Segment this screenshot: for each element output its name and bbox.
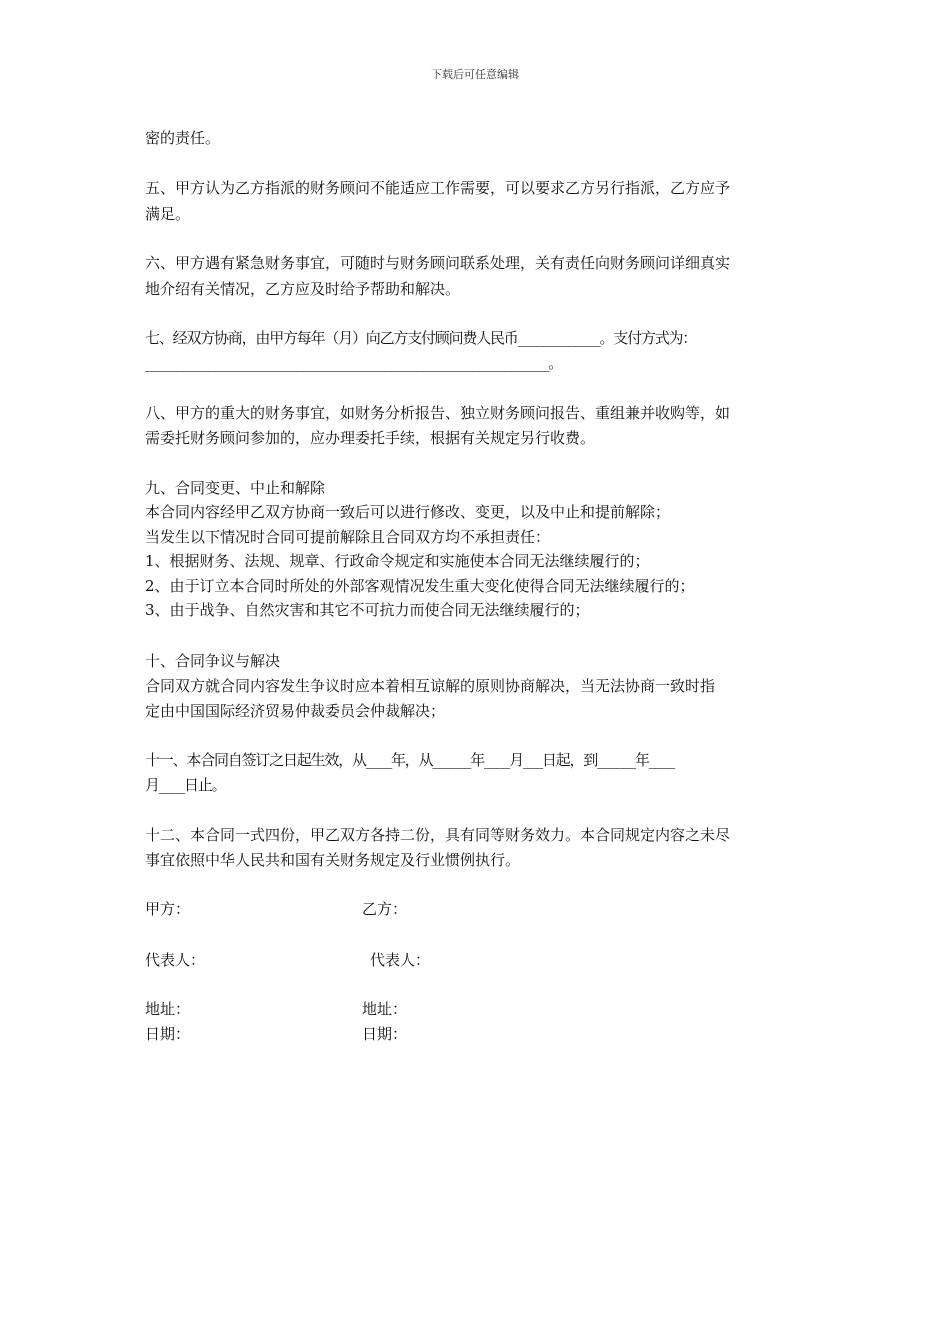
clause-6-line-1: 六、甲方遇有紧急财务事宜，可随时与财务顾问联系处理，关有责任向财务顾问详细真实	[145, 254, 731, 272]
date-a-label: 日期：	[145, 1025, 191, 1043]
rep-a-label: 代表人：	[145, 951, 206, 969]
clause-7-line-1: 七、经双方协商，由甲方每年（月）向乙方支付顾问费人民币_____________。支付方式为：	[145, 329, 697, 347]
clause-11-line-1: 十一、本合同自签订之日起生效，从____年，从______年____月___日起，到______年____	[145, 751, 674, 769]
clause-10-line-2: 定由中国国际经济贸易仲裁委员会仲裁解决；	[145, 702, 446, 720]
clause-5-line-1: 五、甲方认为乙方指派的财务顾问不能适应工作需要，可以要求乙方另行指派，乙方应予	[145, 179, 731, 197]
clause-12-line-2: 事宜依照中华人民共和国有关财务规定及行业惯例执行。	[145, 851, 521, 869]
clause-9-item-2: 2、由于订立本合同时所处的外部客观情况发生重大变化使得合同无法继续履行的；	[145, 577, 695, 595]
clause-9-item-3: 3、由于战争、自然灾害和其它不可抗力而使合同无法继续履行的；	[145, 601, 590, 619]
clause-9-heading: 九、合同变更、中止和解除	[145, 479, 326, 497]
clause-5-line-2: 满足。	[145, 205, 191, 223]
page-header: 下载后可任意编辑	[431, 68, 519, 81]
clause-8-line-2: 需委托财务顾问参加的，应办理委托手续，根据有关规定另行收费。	[145, 429, 596, 447]
party-b-label: 乙方：	[362, 900, 408, 918]
clause-9-item-1: 1、根据财务、法规、规章、行政命令规定和实施使本合同无法继续履行的；	[145, 552, 650, 570]
clause-9-paragraph: 当发生以下情况时合同可提前解除且合同双方均不承担责任：	[145, 528, 551, 546]
rep-b-label: 代表人：	[370, 951, 431, 969]
clause-11-line-2: 月____日止。	[145, 776, 226, 794]
clause-9-paragraph: 本合同内容经甲乙双方协商一致后可以进行修改、变更，以及中止和提前解除；	[145, 503, 671, 521]
date-b-label: 日期：	[362, 1025, 408, 1043]
party-a-label: 甲方：	[145, 900, 191, 918]
text-line: 密的责任。	[145, 129, 221, 147]
address-b-label: 地址：	[362, 1000, 408, 1018]
clause-10-heading: 十、合同争议与解决	[145, 652, 281, 670]
clause-7-line-2: ________________________________________________________________。	[145, 354, 563, 372]
clause-6-line-2: 地介绍有关情况，乙方应及时给予帮助和解决。	[145, 280, 461, 298]
address-a-label: 地址：	[145, 1000, 191, 1018]
clause-12-line-1: 十二、本合同一式四份，甲乙双方各持二份，具有同等财务效力。本合同规定内容之未尽	[145, 826, 731, 844]
clause-8-line-1: 八、甲方的重大的财务事宜，如财务分析报告、独立财务顾问报告、重组兼并收购等，如	[145, 404, 731, 422]
clause-10-line-1: 合同双方就合同内容发生争议时应本着相互谅解的原则协商解决，当无法协商一致时指	[145, 677, 716, 695]
